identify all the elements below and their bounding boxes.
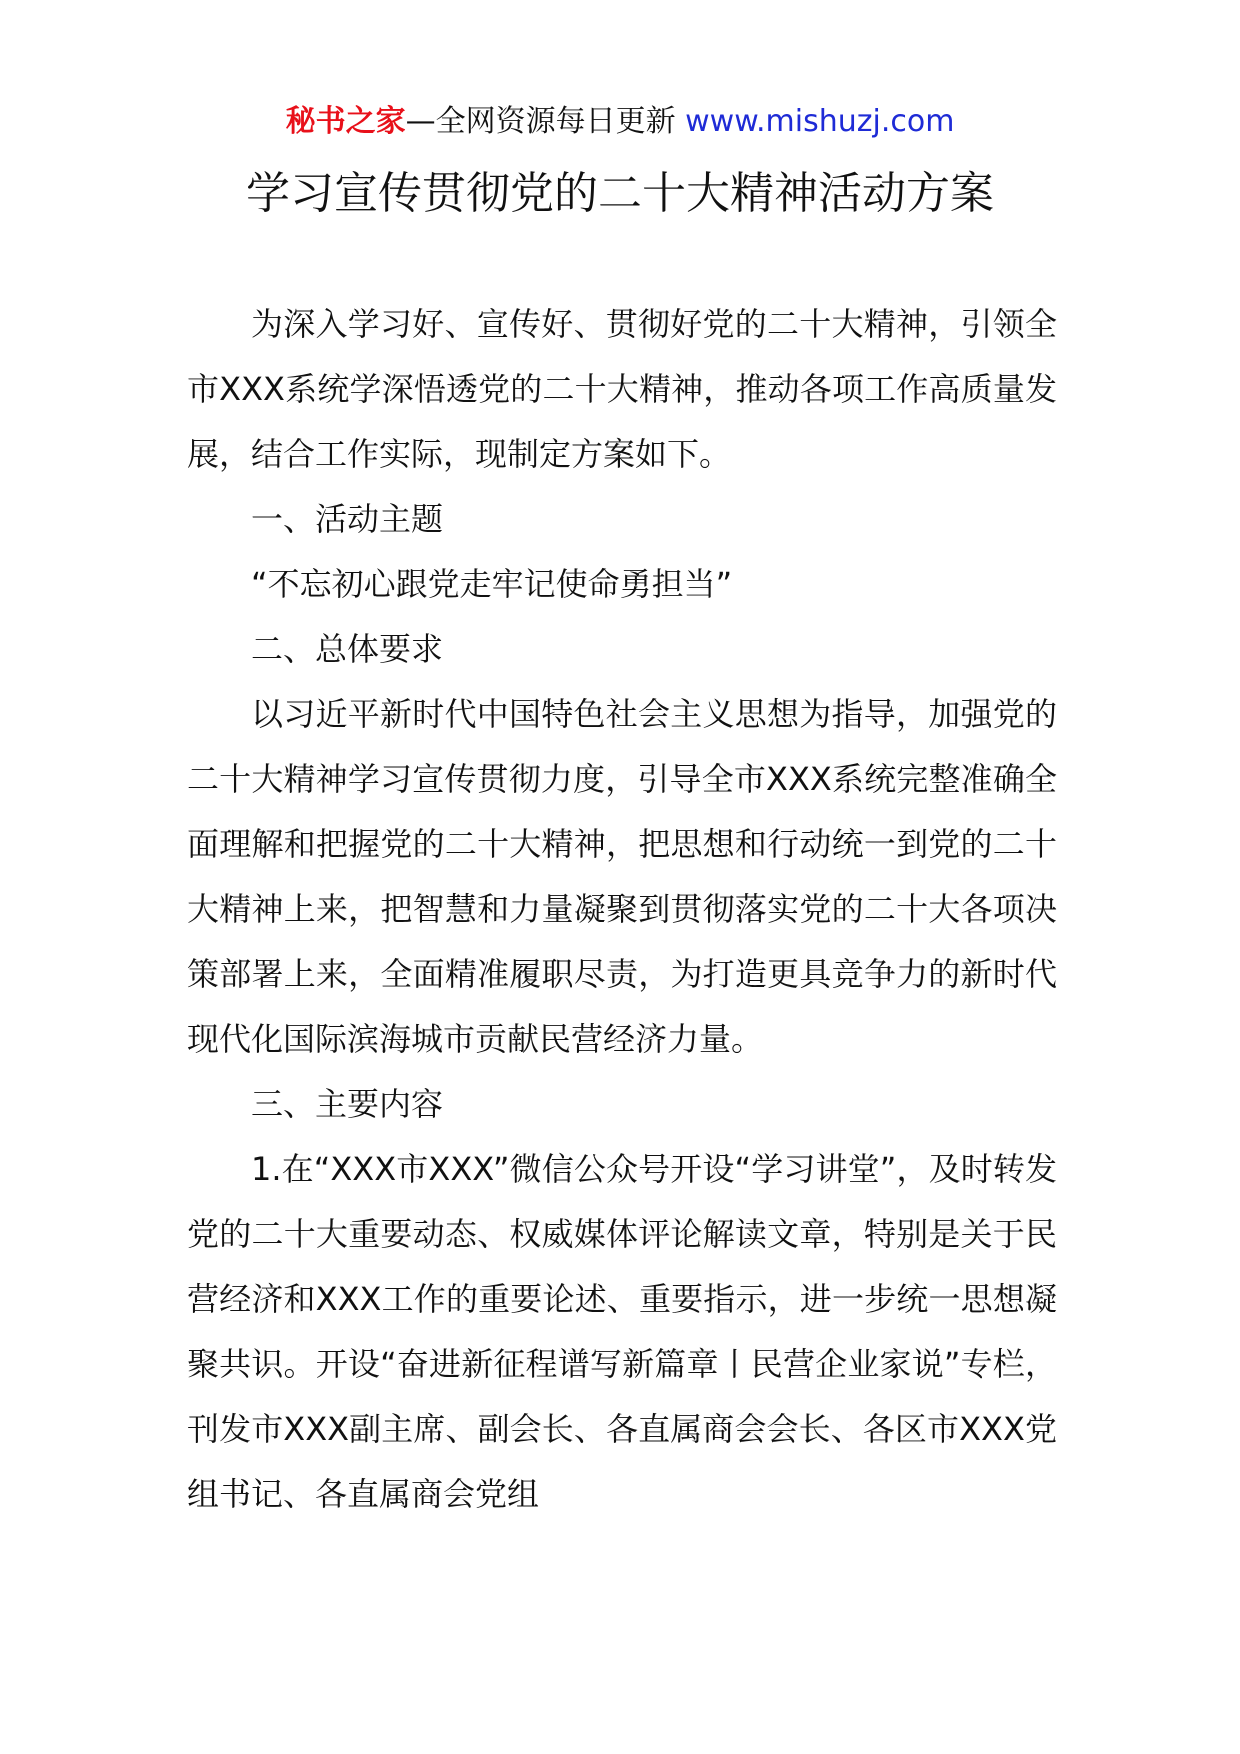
site-url-link[interactable]: www.mishuzj.com <box>685 104 955 139</box>
intro-paragraph: 为深入学习好、宣传好、贯彻好党的二十大精神，引领全市XXX系统学深悟透党的二十大精神，推动各项工作高质量发展，结合工作实际，现制定方案如下。 <box>187 305 1057 473</box>
document-body <box>187 292 1057 1527</box>
theme-slogan: “不忘初心跟党走牢记使命勇担当” <box>251 565 733 603</box>
page-header <box>0 100 1240 144</box>
document-title: 学习宣传贯彻党的二十大精神活动方案 <box>246 168 994 219</box>
section-heading-content: 三、主要内容 <box>251 1085 444 1123</box>
header-tagline: —全网资源每日更新 <box>405 104 676 139</box>
section-heading-requirements: 二、总体要求 <box>251 630 444 668</box>
content-item-1: 1.在“XXX市XXX”微信公众号开设“学习讲堂”，及时转发党的二十大重要动态、权威媒体评论解读文章，特别是关于民营经济和XXX工作的重要论述、重要指示，进一步统一思想凝聚共识。开设“奋进新征程谱写新篇章丨民营企业家说”专栏，刊发市XXX副主席、副会长、各直属商会会长、各区市XXX党组书记、各直属商会党组 <box>187 1150 1057 1513</box>
brand-name: 秘书之家 <box>285 104 406 139</box>
requirements-paragraph: 以习近平新时代中国特色社会主义思想为指导，加强党的二十大精神学习宣传贯彻力度，引导全市XXX系统完整准确全面理解和把握党的二十大精神，把思想和行动统一到党的二十大精神上来，把智慧和力量凝聚到贯彻落实党的二十大各项决策部署上来，全面精准履职尽责，为打造更具竞争力的新时代现代化国际滨海城市贡献民营经济力量。 <box>187 695 1057 1058</box>
section-heading-theme: 一、活动主题 <box>251 500 444 538</box>
